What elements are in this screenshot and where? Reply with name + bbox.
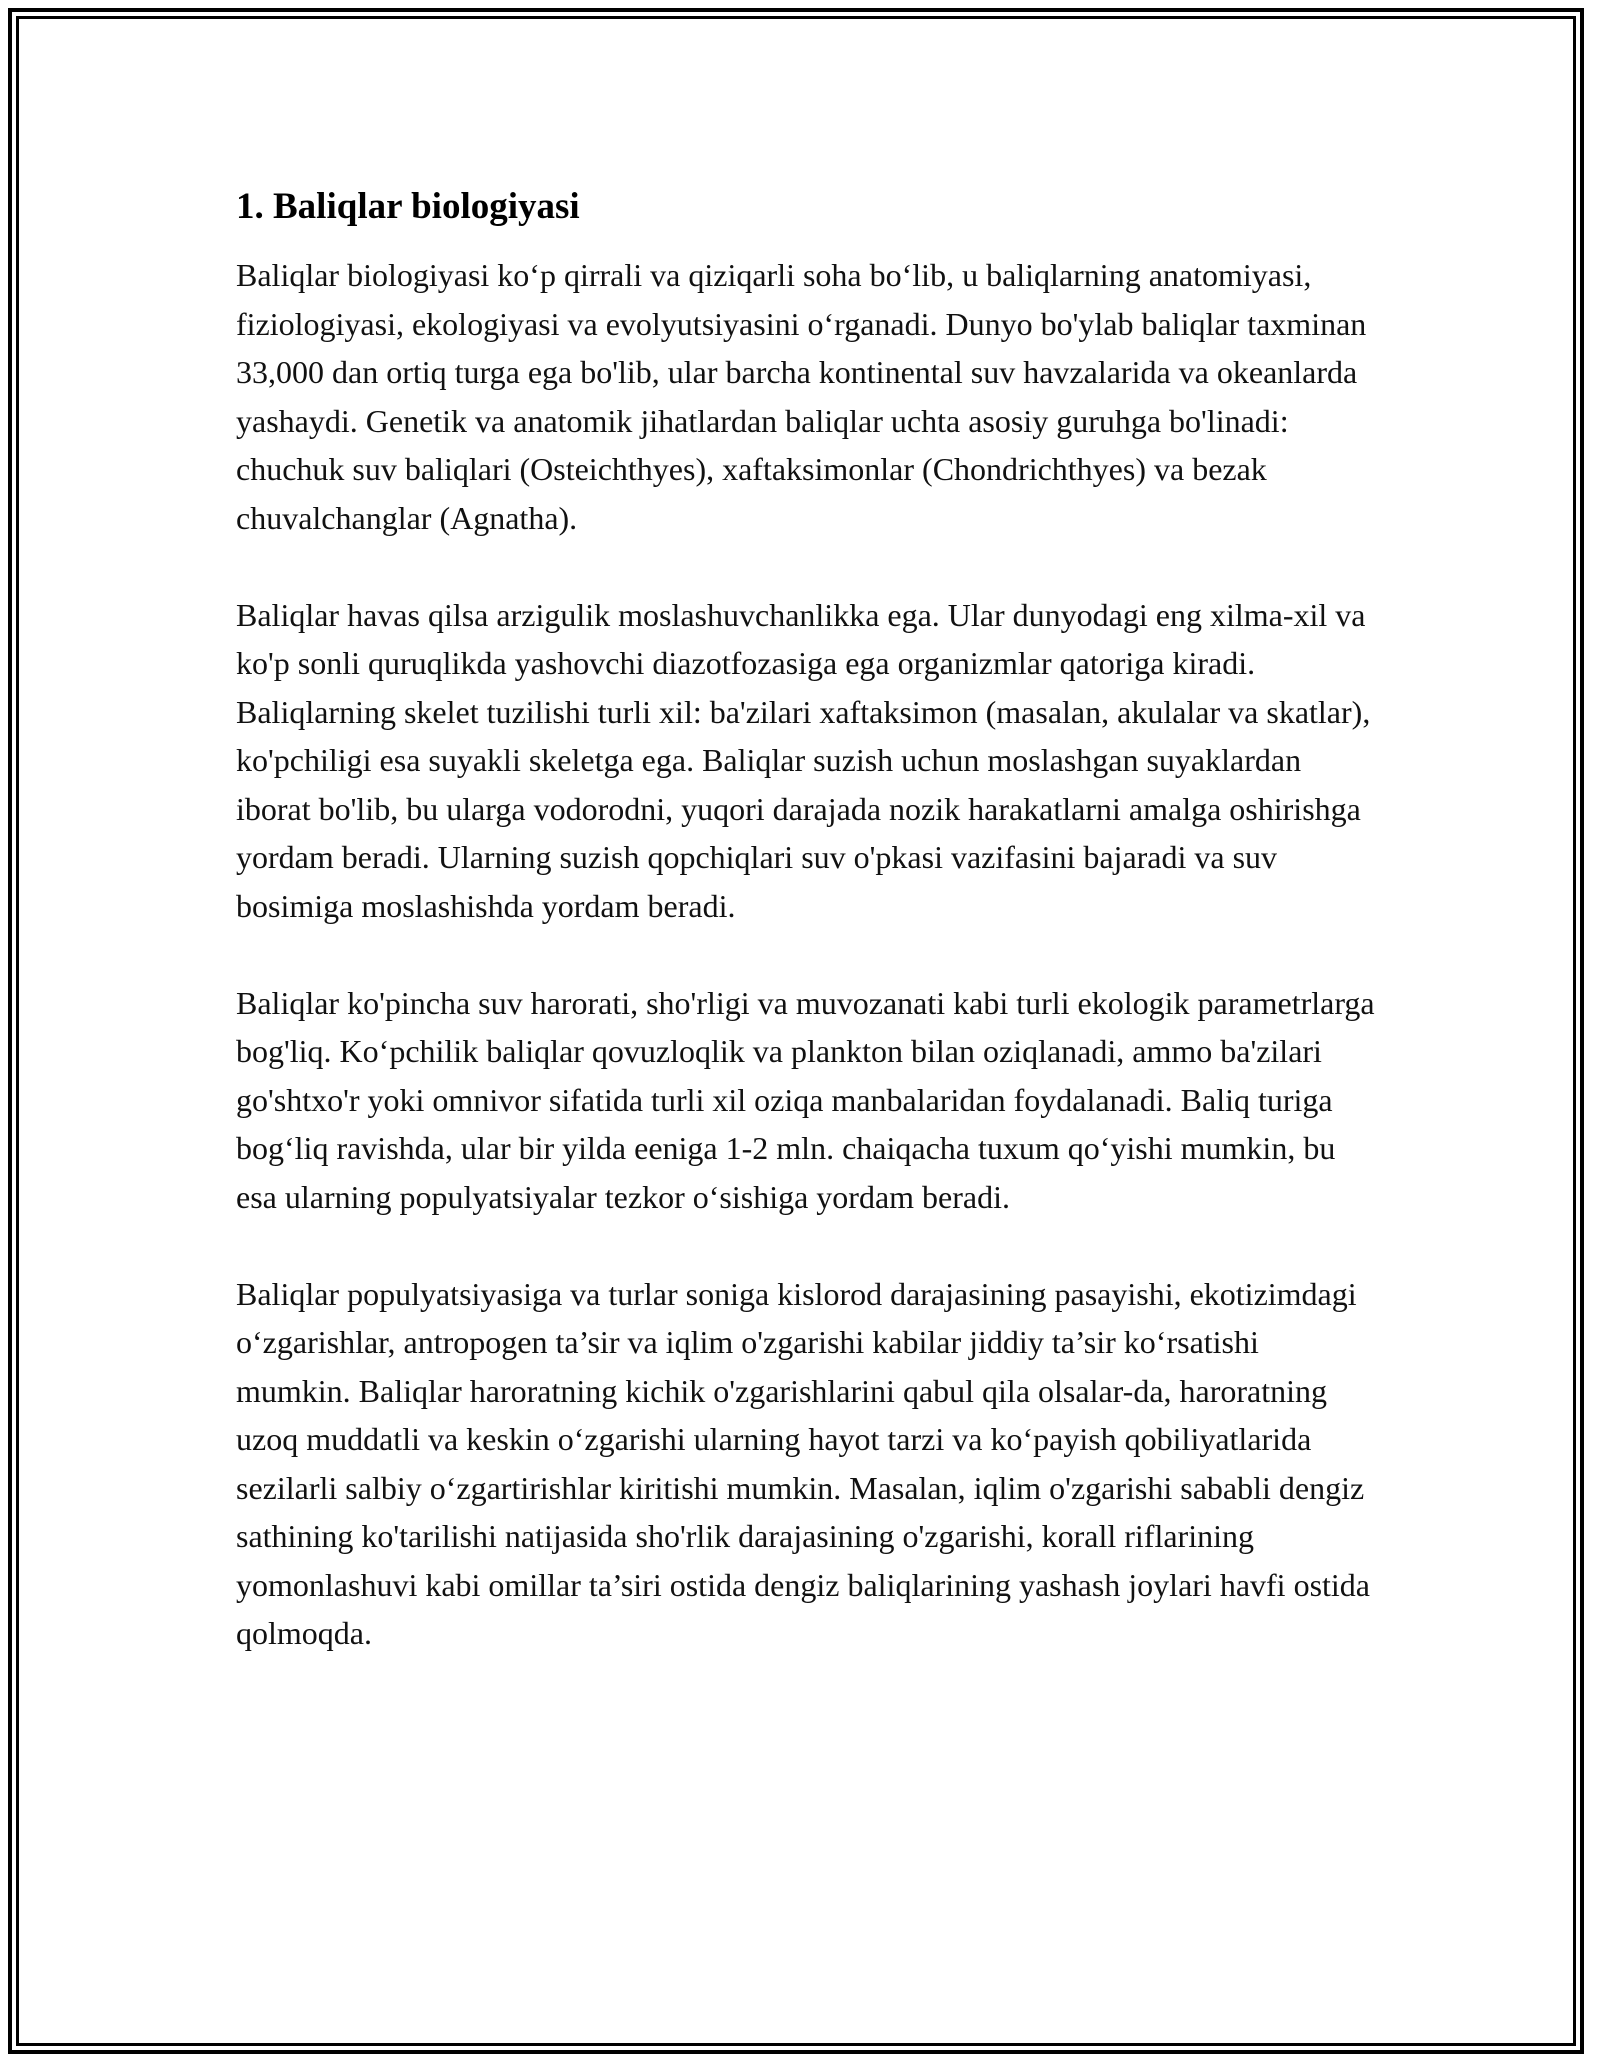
- paragraph-3: Baliqlar ko'pincha suv harorati, sho'rligi va muvozanati kabi turli ekologik parametrlarga bog'liq. Ko‘pchilik baliqlar qovuzloqlik va plankton bilan oziqlanadi, ammo ba'zilari go'shtxo'r yoki omnivor sifatida turli xil oziqa manbalaridan foydalanadi. Baliq turiga bog‘liq ravishda, ular bir yilda eeniga 1-2 mln. chaiqacha tuxum qo‘yishi mumkin, bu esa ularning populyatsiyalar tezkor o‘sishiga yordam beradi.: [236, 984, 1375, 1215]
- paragraph-4: Baliqlar populyatsiyasiga va turlar soniga kislorod darajasining pasayishi, ekotizimdagi o‘zgarishlar, antropogen ta’sir va iqlim o'zgarishi kabilar jiddiy ta’sir ko‘rsatishi mumkin. Baliqlar haroratning kichik o'zgarishlarini qabul qila olsalar-da, haroratning uzoq muddatli va keskin o‘zgarishi ularning hayot tarzi va ko‘payish qobiliyatlarida sezilarli salbiy o‘zgartirishlar kiritishi mumkin. Masalan, iqlim o'zgarishi sababli dengiz sathining ko'tarilishi natijasida sho'rlik darajasining o'zgarishi, korall riflarining yomonlashuvi kabi omillar ta’siri ostida dengiz baliqlarining yashash joylari havfi ostida qolmoqda.: [236, 1275, 1370, 1651]
- paragraph-2: Baliqlar havas qilsa arzigulik moslashuvchanlikka ega. Ular dunyodagi eng xilma-xil va ko'p sonli quruqlikda yashovchi diazotfozasiga ega organizmlar qatoriga kiradi. Baliqlarning skelet tuzilishi turli xil: ba'zilari xaftaksimon (masalan, akulalar va skatlar), ko'pchiligi esa suyakli skeletga ega. Baliqlar suzish uchun moslashgan suyaklardan iborat bo'lib, bu ularga vodorodni, yuqori darajada nozik harakatlarni amalga oshirishga yordam beradi. Ularning suzish qopchiqlari suv o'pkasi vazifasini bajaradi va suv bosimiga moslashishda yordam beradi.: [236, 596, 1371, 924]
- section-heading: 1. Baliqlar biologiyasi: [236, 186, 580, 227]
- paragraph-1: Baliqlar biologiyasi ko‘p qirrali va qiziqarli soha bo‘lib, u baliqlarning anatomiyasi, fiziologiyasi, ekologiyasi va evolyutsiyasini o‘rganadi. Dunyo bo'ylab baliqlar taxminan 33,000 dan ortiq turga ega bo'lib, ular barcha kontinental suv havzalarida va okeanlarda yashaydi. Genetik va anatomik jihatlardan baliqlar uchta asosiy guruhga bo'linadi: chuchuk suv baliqlari (Osteichthyes), xaftaksimonlar (Chondrichthyes) va bezak chuvalchanglar (Agnatha).: [236, 257, 1367, 536]
- document-body: [236, 185, 1376, 1658]
